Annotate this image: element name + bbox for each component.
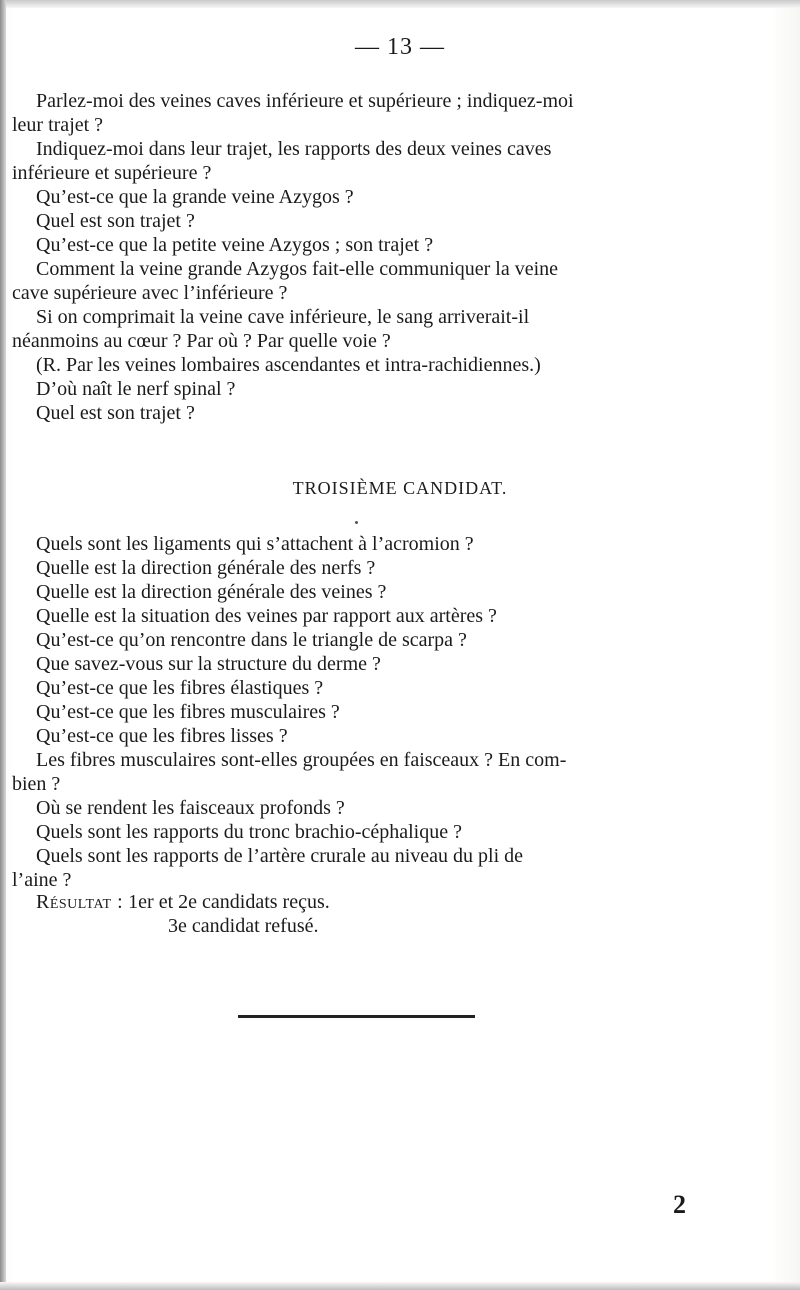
- result-label: Résultat :: [36, 891, 124, 913]
- ink-speck: [355, 521, 358, 524]
- text-line: Qu’est-ce que les fibres musculaires ?: [36, 701, 340, 723]
- page-top-edge: [0, 0, 800, 8]
- text-line: leur trajet ?: [12, 114, 104, 136]
- text-line: Quel est son trajet ?: [36, 210, 195, 232]
- text-line: Indiquez-moi dans leur trajet, les rapports des deux veines caves: [36, 138, 552, 160]
- text-line: bien ?: [12, 773, 61, 795]
- text-line: D’où naît le nerf spinal ?: [36, 378, 236, 400]
- text-line: Si on comprimait la veine cave inférieure, le sang arriverait-il: [36, 306, 530, 328]
- questions-section-1: [12, 89, 692, 425]
- text-line: Quel est son trajet ?: [36, 402, 195, 424]
- text-line: Qu’est-ce que les fibres élastiques ?: [36, 677, 324, 699]
- text-line: Parlez-moi des veines caves inférieure et supérieure ; indiquez-moi: [36, 90, 574, 112]
- text-line: Où se rendent les faisceaux profonds ?: [36, 797, 345, 819]
- result-block: [36, 890, 330, 938]
- text-line: Quelle est la situation des veines par rapport aux artères ?: [36, 605, 497, 627]
- result-refused: 3e candidat refusé.: [168, 915, 319, 937]
- signature-mark: 2: [673, 1190, 686, 1219]
- text-line: Qu’est-ce que la grande veine Azygos ?: [36, 186, 354, 208]
- result-accepted: 1er et 2e candidats reçus.: [128, 891, 330, 913]
- section-heading: TROISIÈME CANDIDAT.: [292, 478, 508, 498]
- text-line: Quelle est la direction générale des nerfs ?: [36, 557, 376, 579]
- text-line: Qu’est-ce qu’on rencontre dans le triangle de scarpa ?: [36, 629, 467, 651]
- text-line: Qu’est-ce que les fibres lisses ?: [36, 725, 288, 747]
- text-line: néanmoins au cœur ? Par où ? Par quelle voie ?: [12, 330, 391, 352]
- text-line: Comment la veine grande Azygos fait-elle communiquer la veine: [36, 258, 559, 280]
- text-line: Que savez-vous sur la structure du derme ?: [36, 653, 381, 675]
- text-line: Les fibres musculaires sont-elles groupées en faisceaux ? En com-: [36, 749, 567, 771]
- text-line: inférieure et supérieure ?: [12, 162, 212, 184]
- text-line: Qu’est-ce que la petite veine Azygos ; son trajet ?: [36, 234, 434, 256]
- page-left-edge: [0, 0, 6, 1290]
- section-divider: [238, 1015, 475, 1018]
- questions-section-2: [12, 532, 692, 892]
- text-line: l’aine ?: [12, 869, 72, 891]
- text-line: cave supérieure avec l’inférieure ?: [12, 282, 288, 304]
- text-line: Quels sont les rapports du tronc brachio-céphalique ?: [36, 821, 462, 843]
- text-line: Quelle est la direction générale des veines ?: [36, 581, 387, 603]
- text-line: Quels sont les rapports de l’artère crurale au niveau du pli de: [36, 845, 524, 867]
- text-line: Quels sont les ligaments qui s’attachent à l’acromion ?: [36, 533, 474, 555]
- page-number: — 13 —: [355, 34, 445, 60]
- page-bottom-edge: [0, 1282, 800, 1290]
- text-line: (R. Par les veines lombaires ascendantes et intra-rachidiennes.): [36, 354, 541, 376]
- result-line-1: [36, 890, 330, 914]
